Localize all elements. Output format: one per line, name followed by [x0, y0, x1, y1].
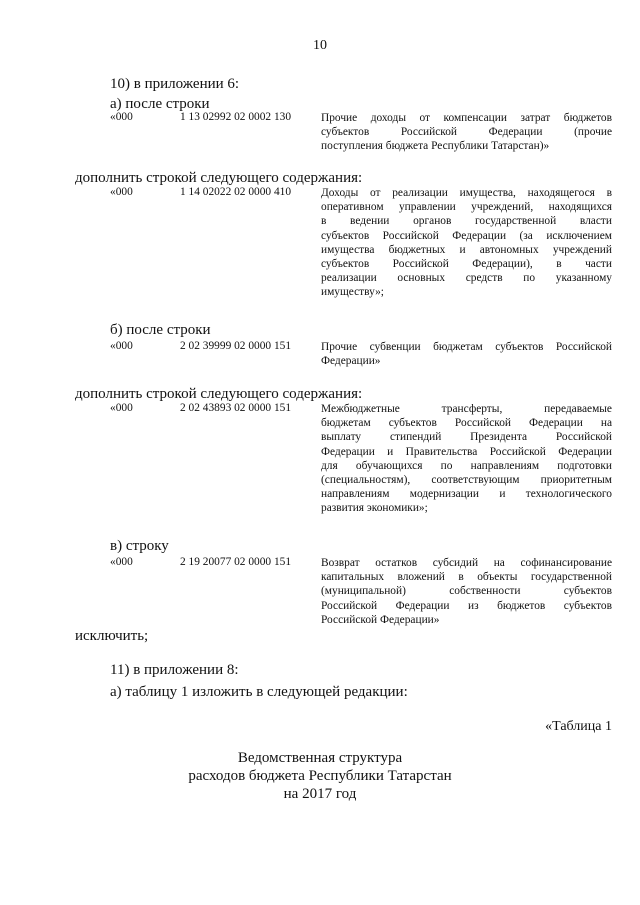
desc-line: Федерации и Правительства Российской Федерации: [321, 445, 612, 458]
table-title-line-1: Ведомственная структура: [237, 750, 403, 766]
desc-line: имуществу»;: [321, 286, 384, 299]
desc-line: Доходы от реализации имущества, находящегося в: [321, 187, 612, 199]
desc-line: Прочие доходы от компенсации затрат бюджетов: [321, 112, 612, 124]
desc-line: субъектов Российской Федерации (прочие: [321, 126, 612, 139]
table-title-line-2: расходов бюджета Республики Татарстан: [188, 768, 452, 784]
desc-line: (муниципальной) собственности субъектов: [321, 585, 612, 598]
desc-line: направлениям модернизации и технологического: [321, 488, 612, 501]
table-title-line-3: на 2017 год: [283, 786, 357, 802]
desc-line: в ведении органов государственной власти: [321, 215, 612, 228]
page-number: 10: [313, 38, 327, 53]
subitem-v-label: в) строку: [110, 538, 169, 554]
row-a-description: [321, 111, 612, 154]
subitem-a-label: а) после строки: [110, 96, 210, 112]
add-row-label-1: дополнить строкой следующего содержания:: [75, 170, 363, 186]
table-tag: «Таблица 1: [545, 719, 612, 734]
row-a-code: 1 13 02992 02 0002 130: [180, 111, 292, 123]
row-add2-description: [321, 402, 612, 516]
desc-line: реализации основных средств по указанному: [321, 272, 612, 285]
row-v-code: 2 19 20077 02 0000 151: [180, 556, 292, 568]
desc-line: субъектов Российской Федерации (за исключением: [321, 229, 612, 242]
row-add1-code: 1 14 02022 02 0000 410: [180, 186, 292, 198]
item-10-heading: 10) в приложении 6:: [110, 76, 240, 92]
row-add2-code: 2 02 43893 02 0000 151: [180, 402, 292, 414]
subitem-11a-label: а) таблицу 1 изложить в следующей редакции:: [110, 684, 408, 700]
desc-line: Межбюджетные трансферты, передаваемые: [321, 403, 612, 415]
desc-line: капитальных вложений в объекты государственной: [321, 571, 612, 584]
desc-line: Российской Федерации из бюджетов субъектов: [321, 599, 612, 612]
row-v-description: [321, 556, 612, 627]
desc-line: субъектов Российской Федерации), в части: [321, 257, 612, 270]
row-add1-description: [321, 186, 612, 300]
row-a-quote: «000: [110, 111, 133, 123]
row-b-quote: «000: [110, 340, 133, 352]
desc-line: Федерации»: [321, 355, 381, 368]
desc-line: поступления бюджета Республики Татарстан)»: [321, 140, 550, 153]
desc-line: Российской Федерации»: [321, 613, 440, 626]
desc-line: Прочие субвенции бюджетам субъектов Российской: [321, 341, 612, 353]
row-b-description: [321, 340, 612, 368]
desc-line: выплату стипендий Президента Российской: [321, 431, 612, 444]
desc-line: Возврат остатков субсидий на софинансирование: [321, 557, 612, 569]
desc-line: для обучающихся по направлениям подготовки: [321, 459, 612, 472]
item-11-heading: 11) в приложении 8:: [110, 662, 239, 678]
desc-line: развития экономики»;: [321, 502, 428, 515]
add-row-label-2: дополнить строкой следующего содержания:: [75, 386, 363, 402]
desc-line: оперативном управлении учреждений, находящихся: [321, 201, 612, 214]
desc-line: бюджетам субъектов Российской Федерации на: [321, 417, 612, 430]
row-add1-quote: «000: [110, 186, 133, 198]
desc-line: имущества бюджетных и автономных учреждений: [321, 243, 612, 256]
exclude-text: исключить;: [75, 628, 149, 644]
desc-line: (специальностям), соответствующим приоритетным: [321, 473, 612, 486]
row-v-quote: «000: [110, 556, 133, 568]
row-b-code: 2 02 39999 02 0000 151: [180, 340, 292, 352]
row-add2-quote: «000: [110, 402, 133, 414]
subitem-b-label: б) после строки: [110, 322, 211, 338]
